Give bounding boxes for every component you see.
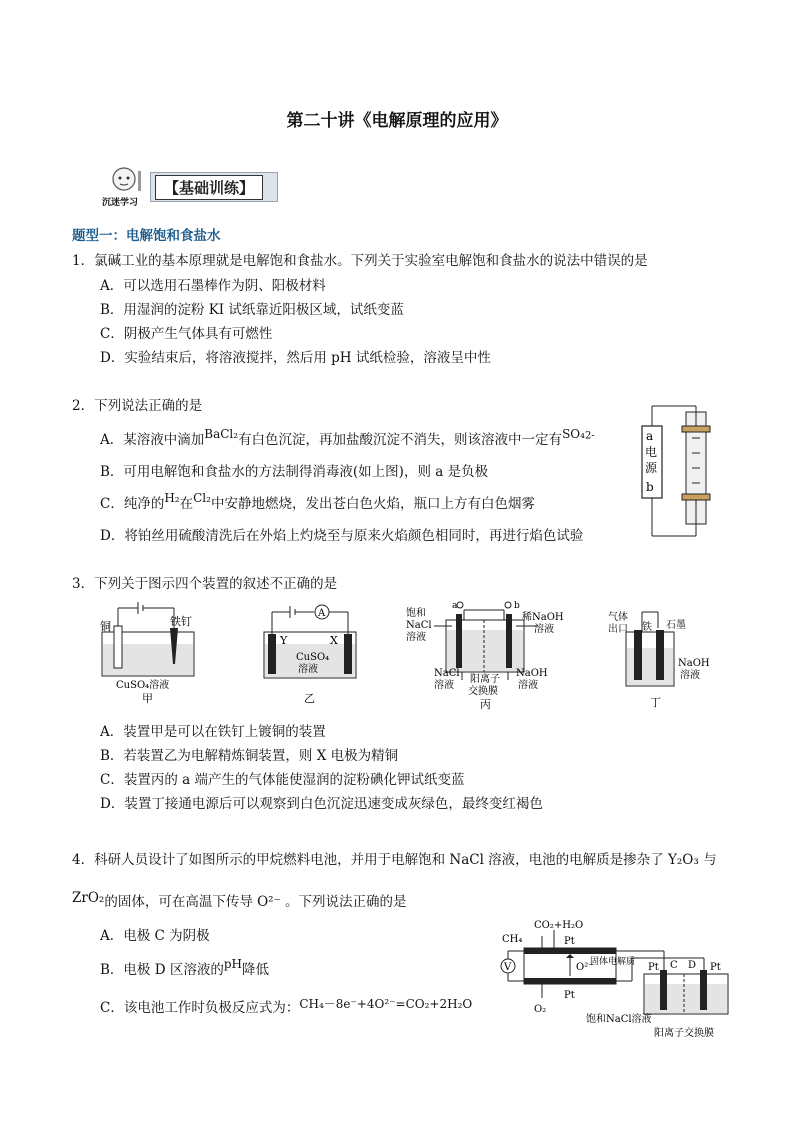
q3-ding-s2: 溶液 — [680, 670, 700, 681]
q4-stem-1: 4．科研人员设计了如图所示的甲烷燃料电池，并用于电解饱和 NaCl 溶液，电池的电解质是掺杂了 Y₂O₃ 与 — [72, 852, 717, 868]
q1-option-b: B．用湿润的淀粉 KI 试纸靠近阳极区域，试纸变蓝 — [100, 302, 404, 318]
q4-fig-d: D — [688, 960, 697, 971]
q3-option-d: D．装置丁接通电源后可以观察到白色沉淀迅速变成灰绿色，最终变红褐色 — [100, 796, 543, 812]
q3-ding-name: 丁 — [650, 696, 661, 709]
q3-fig-jia — [98, 598, 202, 710]
q3-bing-name: 丙 — [480, 698, 491, 711]
q2-figure — [630, 398, 740, 546]
q2-option-c: C．纯净的H₂在Cl₂中安静地燃烧，发出苍白色火焰，瓶口上方有白色烟雾 — [100, 491, 535, 512]
q4-fig-pt-left: Pt — [648, 962, 659, 973]
q4-fig-o2m: O²⁻ — [576, 962, 594, 973]
q3-jia-cu: 铜 — [100, 620, 111, 633]
q3-bing-br1: NaOH — [516, 668, 548, 679]
q4-option-a: A．电极 C 为阴极 — [100, 928, 210, 944]
page-title: 第二十讲《电解原理的应用》 — [286, 111, 508, 131]
q2-option-a: A．某溶液中滴加BaCl₂有白色沉淀，再加盐酸沉淀不消失，则该溶液中一定有SO₄$^{2-}$ — [100, 427, 595, 448]
q2-fig-a: a — [646, 429, 654, 443]
q1-option-c: C．阴极产生气体具有可燃性 — [100, 326, 273, 342]
study-mascot-icon — [104, 165, 144, 209]
q4-fig-v: V — [504, 962, 512, 973]
q3-ding-c: 石墨 — [666, 620, 686, 631]
q2-option-b: B．可用电解饱和食盐水的方法制得消毒液(如上图)，则 a 是负极 — [100, 464, 489, 480]
q3-ding-s1: NaOH — [678, 658, 710, 669]
q1-option-a: A．可以选用石墨棒作为阴、阳极材料 — [100, 278, 326, 294]
q4-fig-solid: 固体电解质 — [590, 957, 636, 967]
q4-fig-o2: O₂ — [534, 1004, 547, 1015]
q3-yi-name: 乙 — [304, 692, 315, 705]
mascot-caption: 沉迷学习 — [102, 198, 139, 208]
q3-yi-x: X — [330, 634, 338, 647]
q3-yi-amp: A — [318, 608, 326, 619]
q3-bing-l2: NaCl — [406, 620, 432, 631]
q3-ding-g1: 气体 — [608, 612, 628, 623]
q2-fig-mid2: 源 — [645, 461, 658, 475]
q3-bing-r1: 稀NaOH — [522, 612, 564, 623]
q2-option-d: D．将铂丝用硫酸清洗后在外焰上灼烧至与原来火焰颜色相同时，再进行焰色试验 — [100, 528, 584, 544]
q3-bing-r2: 溶液 — [534, 624, 554, 635]
q2-fig-mid1: 电 — [645, 445, 658, 459]
q3-option-a: A．装置甲是可以在铁钉上镀铜的装置 — [100, 724, 326, 740]
q2-fig-b: b — [646, 480, 654, 494]
q3-jia-sol: CuSO₄溶液 — [116, 680, 170, 691]
q4-fig-pt-right: Pt — [710, 962, 721, 973]
q3-ding-g2: 出口 — [608, 624, 628, 635]
q4-fig-pt2: Pt — [564, 990, 575, 1001]
badge-label: 【基础训练】 — [155, 175, 263, 200]
q3-bing-br2: 溶液 — [518, 680, 538, 691]
q4-figure — [494, 918, 734, 1042]
q3-bing-bm2: 交换膜 — [468, 686, 498, 697]
q4-option-b: B．电极 D 区溶液的pH降低 — [100, 957, 269, 978]
q3-option-b: B．若装置乙为电解精炼铜装置，则 X 电极为精铜 — [100, 748, 399, 764]
q3-yi-sol1: CuSO₄ — [296, 652, 330, 663]
q3-bing-bl1: NaCl — [434, 668, 460, 679]
q3-bing-a: a — [452, 601, 458, 611]
q1-option-d: D．实验结束后，将溶液搅拌，然后用 pH 试纸检验，溶液呈中性 — [100, 350, 491, 366]
q3-stem: 3．下列关于图示四个装置的叙述不正确的是 — [72, 576, 338, 592]
q3-fig-ding — [608, 608, 712, 712]
q3-ding-fe: 铁 — [642, 622, 652, 633]
section-heading: 题型一：电解饱和食盐水 — [72, 228, 221, 244]
badge-label-box — [150, 172, 278, 202]
q4-fig-nacl: 饱和NaCl溶液 — [586, 1014, 652, 1025]
q4-option-c: C．该电池工作时负极反应式为：CH₄－8e⁻+4O²⁻=CO₂+2H₂O — [100, 997, 473, 1016]
q3-yi-y: Y — [280, 634, 288, 647]
q3-bing-l3: 溶液 — [406, 632, 426, 643]
q2-stem: 2．下列说法正确的是 — [72, 398, 203, 414]
q3-yi-sol2: 溶液 — [298, 664, 318, 675]
q3-bing-bm1: 阳离子 — [470, 674, 500, 685]
q3-bing-l1: 饱和 — [406, 608, 426, 619]
q4-stem-2: ZrO₂的固体，可在高温下传导 O²⁻ 。下列说法正确的是 — [72, 890, 407, 910]
section-badge — [104, 165, 278, 209]
q4-fig-membrane: 阳离子交换膜 — [654, 1028, 714, 1039]
q3-option-c: C．装置丙的 a 端产生的气体能使湿润的淀粉碘化钾试纸变蓝 — [100, 772, 465, 788]
q3-jia-name: 甲 — [142, 692, 153, 705]
q4-fig-ch4: CH₄ — [502, 934, 523, 945]
q3-bing-bl2: 溶液 — [434, 680, 454, 691]
q1-stem: 1．氯碱工业的基本原理就是电解饱和食盐水。下列关于实验室电解饱和食盐水的说法中错误的是 — [72, 253, 648, 269]
q3-fig-bing — [404, 596, 568, 712]
q4-fig-pt1: Pt — [564, 936, 575, 947]
q4-fig-c: C — [670, 960, 678, 971]
q4-fig-co2: CO₂+H₂O — [534, 920, 584, 931]
q3-bing-b: b — [514, 601, 520, 611]
q3-jia-fe: 铁钉 — [170, 615, 192, 628]
q3-fig-yi — [258, 598, 364, 710]
